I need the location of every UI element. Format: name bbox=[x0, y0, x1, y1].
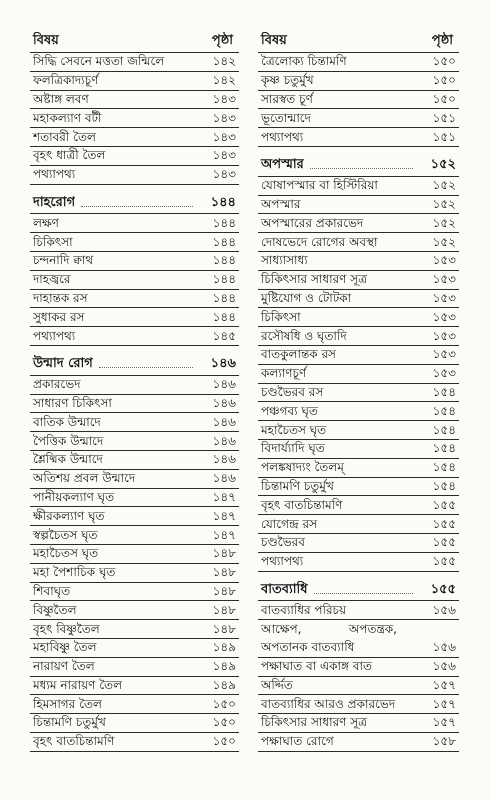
page-number: ১৫০ bbox=[212, 696, 236, 711]
index-entry bbox=[30, 166, 239, 185]
index-topic: যোষাপস্মার বা হিস্টিরিয়া bbox=[261, 178, 378, 193]
page-number: ১৪৭ bbox=[212, 508, 236, 523]
page-number: ১৫২ bbox=[432, 234, 456, 249]
index-topic: হিমসাগর তৈল bbox=[33, 696, 102, 711]
page-number: ১৪২ bbox=[212, 54, 236, 69]
index-entry bbox=[258, 515, 459, 534]
index-entry bbox=[30, 470, 239, 489]
index-entry bbox=[258, 440, 459, 459]
page-number: ১৪৪ bbox=[212, 253, 236, 268]
index-entry bbox=[30, 91, 239, 110]
page-number: ১৪৪ bbox=[212, 215, 236, 230]
index-entry bbox=[258, 601, 459, 620]
index-entry bbox=[30, 271, 239, 290]
page-number: ১৪৪ bbox=[210, 194, 236, 210]
index-entry bbox=[30, 545, 239, 564]
index-topic bbox=[258, 620, 419, 657]
index-entry bbox=[30, 376, 239, 395]
page-number: ১৫১ bbox=[432, 129, 456, 144]
page-number: ১৪৮ bbox=[212, 565, 236, 580]
page-number: ১৫৫ bbox=[430, 581, 456, 597]
index-entry bbox=[30, 714, 239, 733]
dotted-leader bbox=[314, 593, 413, 594]
index-entry bbox=[258, 72, 459, 91]
index-entry bbox=[30, 327, 239, 346]
index-topic: শ্লৈষ্মিক উন্মাদে bbox=[33, 452, 103, 467]
index-topic: চিকিৎসার সাধারণ সূত্র bbox=[261, 272, 368, 287]
index-topic: প্রকারভেদ bbox=[33, 377, 81, 392]
index-entry bbox=[258, 327, 459, 346]
page-number: ১৫৫ bbox=[432, 497, 456, 512]
index-topic: মুষ্টিযোগ ও টোটকা bbox=[261, 290, 352, 305]
index-topic: মহাচৈতস ঘৃত bbox=[33, 546, 99, 561]
index-topic: যোগেন্দ্র রস bbox=[261, 516, 317, 531]
index-entry-list bbox=[30, 53, 239, 752]
index-topic: বৃহৎ বিষ্ণুতৈল bbox=[33, 621, 100, 636]
page-number: ১৪৮ bbox=[212, 621, 236, 636]
page-number: ১৫৩ bbox=[432, 290, 456, 305]
page-number: ১৫৩ bbox=[432, 272, 456, 287]
index-topic: লক্ষণ bbox=[33, 215, 59, 230]
index-entry bbox=[30, 733, 239, 752]
page-number: ১৫০ bbox=[212, 715, 236, 730]
page-number: ১৫২ bbox=[432, 178, 456, 193]
page-number: ১৪৬ bbox=[212, 395, 236, 410]
page-number: ১৫৭ bbox=[432, 696, 456, 711]
index-topic: বিষ্ণুতৈল bbox=[33, 602, 77, 617]
index-topic: পৈত্তিক উন্মাদে bbox=[33, 433, 104, 448]
index-topic: শিবাঘৃত bbox=[33, 583, 71, 598]
index-topic: স্বল্পচৈতস ঘৃত bbox=[33, 527, 98, 542]
index-entry bbox=[258, 620, 459, 658]
index-topic: সাধারণ চিকিৎসা bbox=[33, 395, 112, 410]
index-topic: পথ্যাপথ্য bbox=[33, 167, 76, 182]
header-page-label: পৃষ্ঠা bbox=[431, 32, 453, 48]
page-number: ১৫৩ bbox=[432, 253, 456, 268]
index-topic: অপস্মার bbox=[261, 196, 301, 211]
page-number: ১৪৪ bbox=[212, 272, 236, 287]
index-topic: পঞ্চগব্য ঘৃত bbox=[261, 403, 318, 418]
page-number: ১৪৩ bbox=[212, 110, 236, 125]
index-entry bbox=[258, 733, 459, 752]
index-entry bbox=[30, 526, 239, 545]
page-number: ১৫৪ bbox=[432, 478, 456, 493]
page-number: ১৫০ bbox=[432, 54, 456, 69]
index-entry bbox=[258, 384, 459, 403]
index-topic: ভূতোন্মাদে bbox=[261, 110, 311, 125]
index-topic: বৃহৎ বাতচিন্তামণি bbox=[33, 734, 115, 749]
header-page-label: পৃষ্ঠা bbox=[211, 32, 233, 48]
index-entry bbox=[30, 413, 239, 432]
dotted-leader bbox=[310, 168, 413, 169]
index-entry bbox=[258, 214, 459, 233]
index-topic: ফলত্রিকাদ্যচূর্ণ bbox=[33, 73, 99, 88]
header-topic-label: বিষয় bbox=[33, 32, 59, 48]
index-topic: চিন্তামণি চতুর্মুখ bbox=[33, 715, 106, 730]
page-number: ১৫২ bbox=[432, 196, 456, 211]
index-topic: চন্দনাদি ক্বাথ bbox=[33, 253, 94, 268]
page-number: ১৫০ bbox=[432, 91, 456, 106]
index-topic: চিন্তামণি চতুর্মুখ bbox=[261, 478, 334, 493]
page-number: ১৫১ bbox=[432, 110, 456, 125]
index-topic: পথ্যাপথ্য bbox=[261, 129, 304, 144]
index-section-heading bbox=[258, 579, 459, 602]
index-topic: মধ্যম নারায়ণ তৈল bbox=[33, 677, 123, 692]
page-number: ১৫৩ bbox=[432, 366, 456, 381]
index-entry bbox=[30, 658, 239, 677]
page-number: ১৫২ bbox=[430, 157, 456, 173]
page-number: ১৫৬ bbox=[432, 640, 456, 655]
index-topic: পক্ষাঘাত রোগে bbox=[261, 734, 334, 749]
section-heading-text: অপস্মার bbox=[261, 157, 304, 173]
page-number: ১৪২ bbox=[212, 73, 236, 88]
page-number: ১৪৮ bbox=[212, 546, 236, 561]
dotted-leader bbox=[99, 367, 193, 368]
index-topic: সুধাকর রস bbox=[33, 309, 85, 324]
index-entry bbox=[258, 421, 459, 440]
index-topic: বৃহৎ বাতচিন্তামণি bbox=[261, 497, 343, 512]
index-entry bbox=[258, 271, 459, 290]
index-entry bbox=[258, 459, 459, 478]
index-entry bbox=[30, 252, 239, 271]
page-number: ১৫৬ bbox=[432, 602, 456, 617]
page-number: ১৫৬ bbox=[432, 659, 456, 674]
index-topic: পানীয়কল্যাণ ঘৃত bbox=[33, 489, 115, 504]
page-number: ১৫৩ bbox=[432, 309, 456, 324]
page-number: ১৪৬ bbox=[210, 356, 236, 372]
page-number: ১৪৭ bbox=[212, 527, 236, 542]
index-entry bbox=[30, 489, 239, 508]
index-topic: রসৌষধি ও ঘৃতাদি bbox=[261, 328, 347, 343]
page-number: ১৪৮ bbox=[212, 583, 236, 598]
index-topic-line: আক্ষেপ, অপতন্ত্রক, bbox=[261, 622, 397, 637]
index-topic: অষ্টাঙ্গ লবণ bbox=[33, 91, 89, 106]
index-entry bbox=[258, 496, 459, 515]
index-topic-line: অপতানক বাতব্যাধি bbox=[261, 640, 355, 655]
index-entry bbox=[258, 233, 459, 252]
page-number: ১৪৬ bbox=[212, 471, 236, 486]
section-heading-text: উন্মাদ রোগ bbox=[33, 356, 93, 372]
page-number: ১৪৯ bbox=[212, 659, 236, 674]
index-topic: পলঙ্কষাদ্যং তৈলম্ bbox=[261, 460, 344, 475]
index-entry bbox=[30, 507, 239, 526]
page-number: ১৪৬ bbox=[212, 377, 236, 392]
index-topic: ত্রৈলোক্য চিন্তামণি bbox=[261, 54, 347, 69]
index-topic: শতাবরী তৈল bbox=[33, 129, 96, 144]
index-entry bbox=[258, 714, 459, 733]
page-number: ১৪৬ bbox=[212, 452, 236, 467]
index-entry bbox=[30, 564, 239, 583]
page-number: ১৪৩ bbox=[212, 148, 236, 163]
index-section-heading bbox=[30, 353, 239, 376]
index-topic: মহাচৈতস ঘৃত bbox=[261, 422, 327, 437]
index-entry bbox=[258, 53, 459, 72]
header-topic-label: বিষয় bbox=[261, 32, 287, 48]
index-entry bbox=[30, 290, 239, 309]
index-entry bbox=[258, 677, 459, 696]
index-topic: বিদার্য্যাদি ঘৃত bbox=[261, 441, 325, 456]
index-topic: অপস্মারের প্রকারভেদ bbox=[261, 215, 364, 230]
index-entry bbox=[30, 308, 239, 327]
page-number: ১৫৪ bbox=[432, 403, 456, 418]
index-entry bbox=[258, 658, 459, 677]
index-topic: বাতব্যাধির পরিচয় bbox=[261, 602, 347, 617]
index-topic: অতিশয় প্রবল উন্মাদে bbox=[33, 471, 136, 486]
index-entry bbox=[30, 695, 239, 714]
index-entry bbox=[30, 72, 239, 91]
index-topic: অর্দ্দিত bbox=[261, 677, 293, 692]
index-entry bbox=[258, 695, 459, 714]
page-number: ১৪৩ bbox=[212, 91, 236, 106]
index-entry bbox=[30, 601, 239, 620]
index-entry bbox=[30, 432, 239, 451]
section-heading-text: বাতব্যাধি bbox=[261, 581, 308, 597]
page-number: ১৪৯ bbox=[212, 677, 236, 692]
index-entry bbox=[258, 196, 459, 215]
page-number: ১৫৪ bbox=[432, 441, 456, 456]
index-entry bbox=[30, 128, 239, 147]
page-number: ১৪৭ bbox=[212, 489, 236, 504]
index-column-left bbox=[30, 28, 239, 752]
index-topic: চিকিৎসা bbox=[33, 234, 73, 249]
page-number: ১৪৫ bbox=[212, 328, 236, 343]
index-topic: চণ্ডভৈরব রস bbox=[261, 384, 324, 399]
page-number: ১৪৬ bbox=[212, 433, 236, 448]
index-topic: পথ্যাপথ্য bbox=[261, 554, 304, 569]
index-entry bbox=[30, 620, 239, 639]
index-topic: সিদ্ধি সেবনে মত্ততা জন্মিলে bbox=[33, 54, 165, 69]
index-entry bbox=[258, 128, 459, 147]
index-topic: মহাকল্যাণ বটী bbox=[33, 110, 102, 125]
index-topic: পক্ষাঘাত বা একাঙ্গ বাত bbox=[261, 659, 372, 674]
index-entry bbox=[258, 290, 459, 309]
index-topic: বৃহৎ ধাত্রী তৈল bbox=[33, 148, 106, 163]
index-entry bbox=[258, 308, 459, 327]
page-number: ১৪৩ bbox=[212, 129, 236, 144]
index-entry bbox=[30, 395, 239, 414]
page-number: ১৫৪ bbox=[432, 460, 456, 475]
index-topic: চণ্ডভৈরব bbox=[261, 535, 305, 550]
index-entry bbox=[258, 402, 459, 421]
index-topic: দোষভেদে রোগের অবস্থা bbox=[261, 234, 378, 249]
page-number: ১৫৫ bbox=[432, 554, 456, 569]
index-entry bbox=[30, 583, 239, 602]
index-entry bbox=[30, 109, 239, 128]
page-number: ১৫০ bbox=[432, 73, 456, 88]
column-header bbox=[258, 28, 459, 53]
page-number: ১৫৮ bbox=[432, 734, 456, 749]
page-number: ১৪৪ bbox=[212, 234, 236, 249]
index-topic: মহা পৈশাচিক ঘৃত bbox=[33, 565, 116, 580]
index-topic: বাতকুলান্তক রস bbox=[261, 347, 336, 362]
index-section-heading bbox=[30, 192, 239, 215]
index-topic: সাধ্যাসাধ্য bbox=[261, 253, 308, 268]
page-number: ১৫৫ bbox=[432, 516, 456, 531]
index-topic: বাতব্যাধির আরও প্রকারভেদ bbox=[261, 696, 396, 711]
index-entry bbox=[30, 214, 239, 233]
index-topic: ক্ষীরকল্যাণ ঘৃত bbox=[33, 508, 105, 523]
page-number: ১৫৪ bbox=[432, 422, 456, 437]
page-number: ১৪৩ bbox=[212, 167, 236, 182]
index-topic: নারায়ণ তৈল bbox=[33, 659, 95, 674]
page-number: ১৪৮ bbox=[212, 602, 236, 617]
page-number: ১৪৪ bbox=[212, 309, 236, 324]
index-entry bbox=[258, 91, 459, 110]
index-entry-list bbox=[258, 53, 459, 752]
index-entry bbox=[258, 365, 459, 384]
index-topic: দাহজ্বরে bbox=[33, 272, 71, 287]
page-number: ১৫৩ bbox=[432, 347, 456, 362]
index-topic: মহাবিষ্ণু তৈল bbox=[33, 640, 97, 655]
page-number: ১৫২ bbox=[432, 215, 456, 230]
index-topic: সারস্বত চূর্ণ bbox=[261, 91, 313, 106]
index-topic: পথ্যাপথ্য bbox=[33, 328, 76, 343]
index-topic: কৃষ্ণ চতুর্মুখ bbox=[261, 73, 314, 88]
index-entry bbox=[30, 233, 239, 252]
index-entry bbox=[30, 639, 239, 658]
page-number: ১৫৭ bbox=[432, 715, 456, 730]
index-entry bbox=[30, 451, 239, 470]
page-number: ১৫৩ bbox=[432, 328, 456, 343]
index-section-heading bbox=[258, 154, 459, 177]
page-number: ১৪৪ bbox=[212, 290, 236, 305]
index-entry bbox=[258, 252, 459, 271]
index-entry bbox=[258, 346, 459, 365]
index-entry bbox=[30, 677, 239, 696]
index-entry bbox=[30, 53, 239, 72]
index-entry bbox=[258, 478, 459, 497]
index-topic: চিকিৎসা bbox=[261, 309, 301, 324]
index-topic: কল্যাণচূর্ণ bbox=[261, 366, 307, 381]
index-column-right bbox=[258, 28, 459, 752]
page-number: ১৫৭ bbox=[432, 677, 456, 692]
index-topic: দাহান্তক রস bbox=[33, 290, 88, 305]
page-number: ১৫৪ bbox=[432, 384, 456, 399]
index-topic: চিকিৎসার সাধারণ সূত্র bbox=[261, 715, 368, 730]
page-number: ১৪৬ bbox=[212, 414, 236, 429]
index-topic: বাতিক উন্মাদে bbox=[33, 414, 101, 429]
column-header bbox=[30, 28, 239, 53]
index-entry bbox=[258, 109, 459, 128]
index-entry bbox=[258, 177, 459, 196]
dotted-leader bbox=[81, 206, 193, 207]
page-number: ১৪৯ bbox=[212, 640, 236, 655]
index-entry bbox=[258, 553, 459, 572]
index-entry bbox=[30, 147, 239, 166]
page-number: ১৫০ bbox=[212, 734, 236, 749]
page-number: ১৫৫ bbox=[432, 535, 456, 550]
index-entry bbox=[258, 534, 459, 553]
section-heading-text: দাহরোগ bbox=[33, 194, 76, 210]
